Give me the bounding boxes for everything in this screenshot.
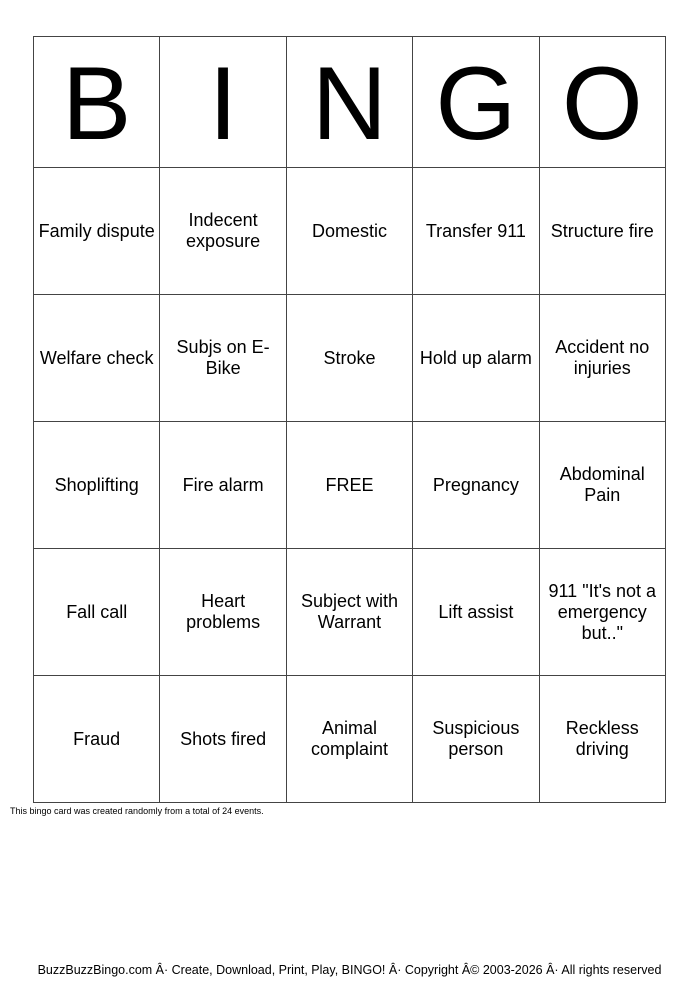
- bingo-cell: Transfer 911: [413, 168, 539, 295]
- bingo-header-row: [34, 37, 666, 168]
- bingo-cell: Abdominal Pain: [539, 422, 665, 549]
- header-letter-b: B: [34, 37, 160, 168]
- bingo-row: [34, 295, 666, 422]
- bingo-cell: Shoplifting: [34, 422, 160, 549]
- bingo-cell: Indecent exposure: [160, 168, 286, 295]
- bingo-cell: Subjs on E-Bike: [160, 295, 286, 422]
- bingo-cell: Subject with Warrant: [286, 549, 412, 676]
- header-letter-g: G: [413, 37, 539, 168]
- free-space-cell: FREE: [286, 422, 412, 549]
- header-letter-o: O: [539, 37, 665, 168]
- header-letter-n: N: [286, 37, 412, 168]
- bingo-cell: Lift assist: [413, 549, 539, 676]
- bingo-cell: Structure fire: [539, 168, 665, 295]
- bingo-cell: Welfare check: [34, 295, 160, 422]
- bingo-cell: Family dispute: [34, 168, 160, 295]
- bingo-cell: Fall call: [34, 549, 160, 676]
- bingo-cell: Shots fired: [160, 676, 286, 803]
- header-letter-i: I: [160, 37, 286, 168]
- bingo-cell: Stroke: [286, 295, 412, 422]
- bingo-cell: Heart problems: [160, 549, 286, 676]
- bingo-cell: Fire alarm: [160, 422, 286, 549]
- bingo-card: [33, 36, 666, 803]
- bingo-row: [34, 676, 666, 803]
- bingo-cell: Pregnancy: [413, 422, 539, 549]
- generation-note: This bingo card was created randomly from a total of 24 events.: [10, 806, 264, 816]
- bingo-cell: Reckless driving: [539, 676, 665, 803]
- bingo-cell: Fraud: [34, 676, 160, 803]
- bingo-row: [34, 422, 666, 549]
- bingo-cell: 911 "It's not a emergency but..": [539, 549, 665, 676]
- bingo-cell: Animal complaint: [286, 676, 412, 803]
- copyright-footer: BuzzBuzzBingo.com Â· Create, Download, Print, Play, BINGO! Â· Copyright Â© 2003-2026 Â· All rights reserved: [37, 963, 662, 977]
- bingo-row: [34, 168, 666, 295]
- bingo-row: [34, 549, 666, 676]
- bingo-cell: Hold up alarm: [413, 295, 539, 422]
- bingo-cell: Domestic: [286, 168, 412, 295]
- bingo-cell: Accident no injuries: [539, 295, 665, 422]
- bingo-cell: Suspicious person: [413, 676, 539, 803]
